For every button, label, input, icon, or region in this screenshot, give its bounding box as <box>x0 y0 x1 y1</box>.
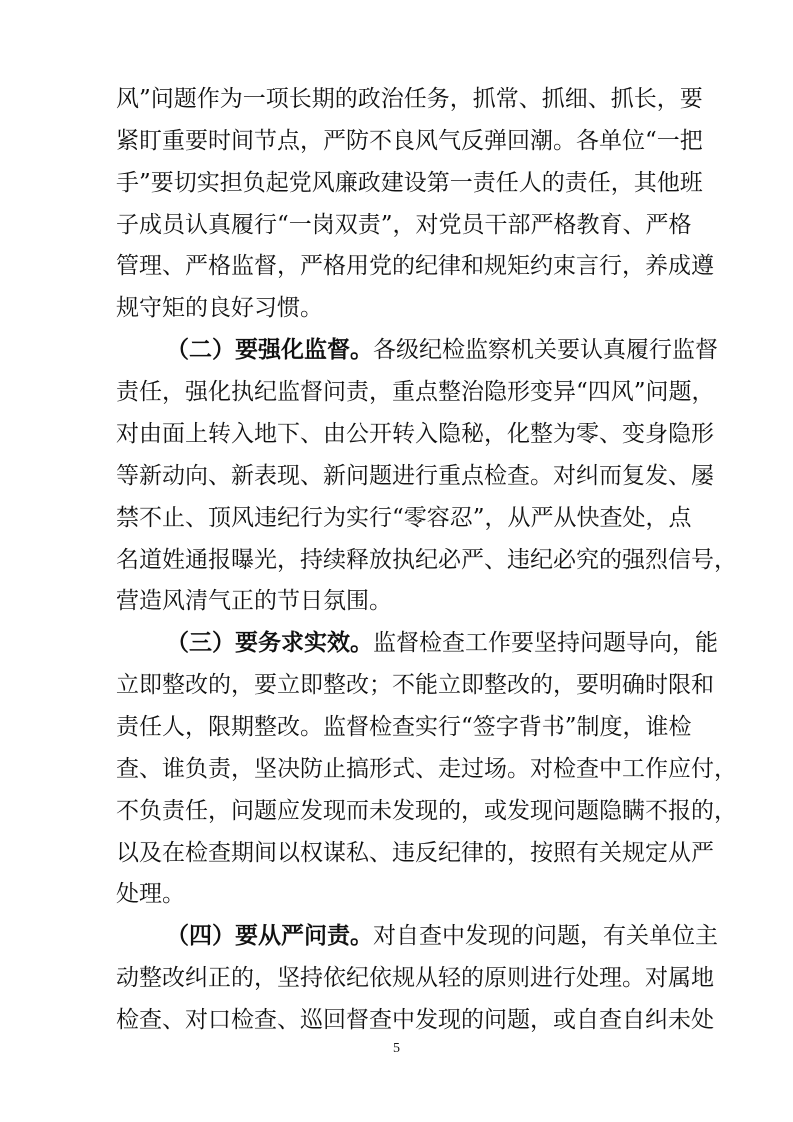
section-heading: （四）要从严问责。 <box>166 923 373 949</box>
section-text: 各级纪检监察机关要认真履行监督 <box>373 337 718 363</box>
section-heading: （三）要务求实效。 <box>166 630 373 656</box>
page-number: 5 <box>393 1041 400 1056</box>
paragraph-line: 管理、严格监督，严格用党的纪律和规矩约束言行，养成遵 <box>116 253 714 279</box>
paragraph-line: 规守矩的良好习惯。 <box>116 295 323 321</box>
paragraph-line: 检查、对口检查、巡回督查中发现的问题，或自查自纠未处 <box>116 1007 714 1033</box>
paragraph-line: 子成员认真履行“一岗双责”，对党员干部严格教育、严格 <box>116 212 692 238</box>
section-first-line <box>166 623 718 663</box>
paragraph-line: 不负责任，问题应发现而未发现的，或发现问题隐瞒不报的， <box>116 798 737 824</box>
paragraph-line: 查、谁负责，坚决防止搞形式、走过场。对检查中工作应付， <box>116 756 737 782</box>
paragraph-line: 手”要切实担负起党风廉政建设第一责任人的责任，其他班 <box>116 170 703 196</box>
paragraph-line: 风”问题作为一项长期的政治任务，抓常、抓细、抓长，要 <box>116 86 703 112</box>
paragraph-line: 责任，强化执纪监督问责，重点整治隐形变异“四风”问题， <box>116 379 715 405</box>
paragraph-line: 名道姓通报曝光，持续释放执纪必严、违纪必究的强烈信号， <box>116 547 737 573</box>
paragraph-line: 处理。 <box>116 881 185 907</box>
paragraph-line: 等新动向、新表现、新问题进行重点检查。对纠而复发、屡 <box>116 463 714 489</box>
paragraph-line: 责任人，限期整改。监督检查实行“签字背书”制度，谁检 <box>116 714 692 740</box>
section-text: 监督检查工作要坚持问题导向，能 <box>373 630 718 656</box>
paragraph-line: 立即整改的，要立即整改；不能立即整改的，要明确时限和 <box>116 672 714 698</box>
paragraph-line: 对由面上转入地下、由公开转入隐秘，化整为零、变身隐形 <box>116 421 714 447</box>
section-text: 对自查中发现的问题，有关单位主 <box>373 923 718 949</box>
section-first-line <box>166 916 718 956</box>
paragraph-line: 动整改纠正的，坚持依纪依规从轻的原则进行处理。对属地 <box>116 965 714 991</box>
section-first-line <box>166 330 718 370</box>
paragraph-line: 禁不止、顶风违纪行为实行“零容忍”，从严从快查处，点 <box>116 505 692 531</box>
paragraph-line: 以及在检查期间以权谋私、违反纪律的，按照有关规定从严 <box>116 840 714 866</box>
paragraph-line: 营造风清气正的节日氛围。 <box>116 588 392 614</box>
paragraph-line: 紧盯重要时间节点，严防不良风气反弹回潮。各单位“一把 <box>116 128 703 154</box>
section-heading: （二）要强化监督。 <box>166 337 373 363</box>
